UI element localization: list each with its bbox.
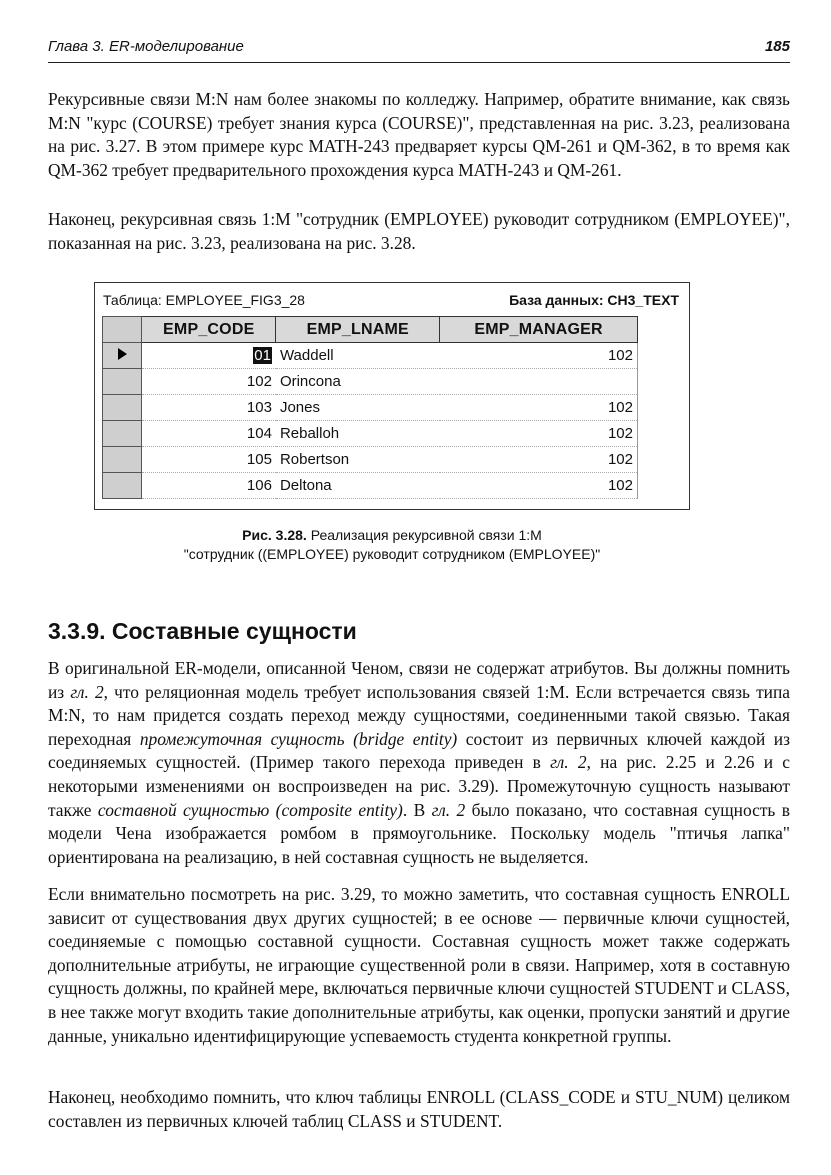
table-row[interactable] (103, 343, 638, 369)
text-run: В оригинальной ER-модели, описанной Ченом, связи не содержат атрибутов. Вы должны помнить из (48, 658, 790, 702)
text-run: , что реляционная модель требует использования связей 1:M. Если встречается связь типа M:N, то нам придется создать переход между сущностями, соединенными такой связью. Такая переходная (48, 681, 791, 749)
row-selector-current[interactable] (103, 343, 142, 369)
table-name-label: Таблица: EMPLOYEE_FIG3_28 (103, 292, 305, 308)
row-selector[interactable] (103, 369, 142, 395)
row-selector[interactable] (103, 447, 142, 473)
text-run-italic: гл. 2 (550, 752, 587, 773)
term-composite-entity: составной сущностью (composite entity) (97, 799, 403, 820)
paragraph-enroll-key: Наконец, необходимо помнить, что ключ таблицы ENROLL (CLASS_CODE и STU_NUM) целиком составлен из первичных ключей таблиц CLASS и STUDENT. (48, 1087, 790, 1131)
text-run-italic: гл. 2 (431, 799, 466, 820)
column-header-emp-manager[interactable]: EMP_MANAGER (440, 317, 638, 343)
cell-emp-manager[interactable] (440, 369, 638, 395)
database-name: CH3_TEXT (607, 292, 679, 308)
row-selector-header[interactable] (103, 317, 142, 343)
figure-caption (94, 526, 690, 564)
cell-emp-lname[interactable]: Jones (276, 395, 440, 421)
figure-3-28-table-window (94, 282, 690, 510)
cell-emp-manager[interactable]: 102 (440, 421, 638, 447)
cell-emp-lname[interactable]: Reballoh (276, 421, 440, 447)
text-run: , на рис. 2.25 и 2.26 и с некоторыми изменениями он воспроизведен на рис. 3.29). Промежуточную сущность называют также (48, 752, 790, 820)
table-header-row (103, 317, 638, 343)
paragraph-recursive-1m: Наконец, рекурсивная связь 1:M "сотрудник (EMPLOYEE) руководит сотрудником (EMPLOYEE)", показанная на рис. 3.23, реализована на рис. 3.28. (48, 209, 790, 253)
employee-table (102, 316, 638, 499)
page-number: 185 (764, 38, 790, 55)
current-record-arrow-icon (118, 348, 127, 360)
database-label (509, 292, 679, 308)
paragraph-recursive-mn: Рекурсивные связи M:N нам более знакомы по колледжу. Например, обратите внимание, как связь M:N "курс (COURSE) требует знания курса (COURSE)", представленная на рис. 3.23, реализована на рис. 3.27. В этом примере курс MATH-243 предваряет курсы QM-261 и QM-362, в то время как QM-362 требует предварительного прохождения курса MATH-243 и QM-261. (48, 89, 790, 180)
cell-emp-code[interactable]: 104 (142, 421, 276, 447)
cell-emp-lname[interactable]: Deltona (276, 473, 440, 499)
term-bridge-entity: промежуточная сущность (bridge entity) (139, 728, 458, 749)
text-run: . В (402, 799, 432, 820)
table-row[interactable] (103, 369, 638, 395)
cell-emp-manager[interactable]: 102 (440, 447, 638, 473)
figure-caption-line-2: "сотрудник ((EMPLOYEE) руководит сотрудником (EMPLOYEE)" (183, 546, 601, 562)
cell-emp-lname[interactable]: Orincona (276, 369, 440, 395)
paragraph-composite-intro (48, 657, 790, 869)
column-header-emp-code[interactable]: EMP_CODE (142, 317, 276, 343)
database-label-text: База данных: (509, 292, 604, 308)
cell-emp-lname[interactable]: Robertson (276, 447, 440, 473)
paragraph-enroll-dependency: Если внимательно посмотреть на рис. 3.29, то можно заметить, что составная сущность ENROLL зависит от существования двух других сущностей; в ее основе — первичные ключи сущностей, соединяемые с помощью составной сущности. Составная сущность может также содержать дополнительные атрибуты, не играющие существенной роли в связи. Например, хотя в составную сущность должны, по крайней мере, включаться первичные ключи сущностей STUDENT и CLASS, в нее также могут входить такие дополнительные атрибуты, как оценки, пропуски занятий и другие данные, уникально идентифицирующие успеваемость студента конкретной группы. (48, 884, 790, 1046)
text-run-italic: гл. 2 (70, 681, 104, 702)
cell-emp-manager[interactable]: 102 (440, 343, 638, 369)
cell-emp-manager[interactable]: 102 (440, 473, 638, 499)
column-header-emp-lname[interactable]: EMP_LNAME (276, 317, 440, 343)
figure-caption-label: Рис. 3.28. (242, 527, 307, 543)
row-selector[interactable] (103, 473, 142, 499)
cell-emp-manager[interactable]: 102 (440, 395, 638, 421)
running-head (48, 36, 790, 63)
cell-emp-code[interactable]: 106 (142, 473, 276, 499)
row-selector[interactable] (103, 421, 142, 447)
row-selector[interactable] (103, 395, 142, 421)
cell-emp-lname[interactable]: Waddell (276, 343, 440, 369)
table-row[interactable] (103, 421, 638, 447)
table-row[interactable] (103, 395, 638, 421)
table-row[interactable] (103, 473, 638, 499)
section-heading: 3.3.9. Составные сущности (48, 618, 357, 644)
table-row[interactable] (103, 447, 638, 473)
cell-emp-code[interactable]: 105 (142, 447, 276, 473)
figure-caption-line-1: Реализация рекурсивной связи 1:M (310, 527, 542, 543)
cell-emp-code[interactable]: 102 (142, 369, 276, 395)
text-run: состоит из первичных ключей каждой из соединяемых сущностей. (Пример такого перехода приведен в (48, 728, 790, 773)
cell-emp-code[interactable]: 103 (142, 395, 276, 421)
chapter-title: Глава 3. ER-моделирование (48, 38, 244, 55)
cell-emp-code[interactable] (142, 343, 276, 369)
text-run: было показано, что составная сущность в модели Чена изображается ромбом в прямоугольнике. Поскольку модель "птичья лапка" ориентирована на реализацию, в ней составная сущность не выделяется. (48, 799, 790, 867)
cell-cursor-value: 01 (254, 347, 271, 364)
